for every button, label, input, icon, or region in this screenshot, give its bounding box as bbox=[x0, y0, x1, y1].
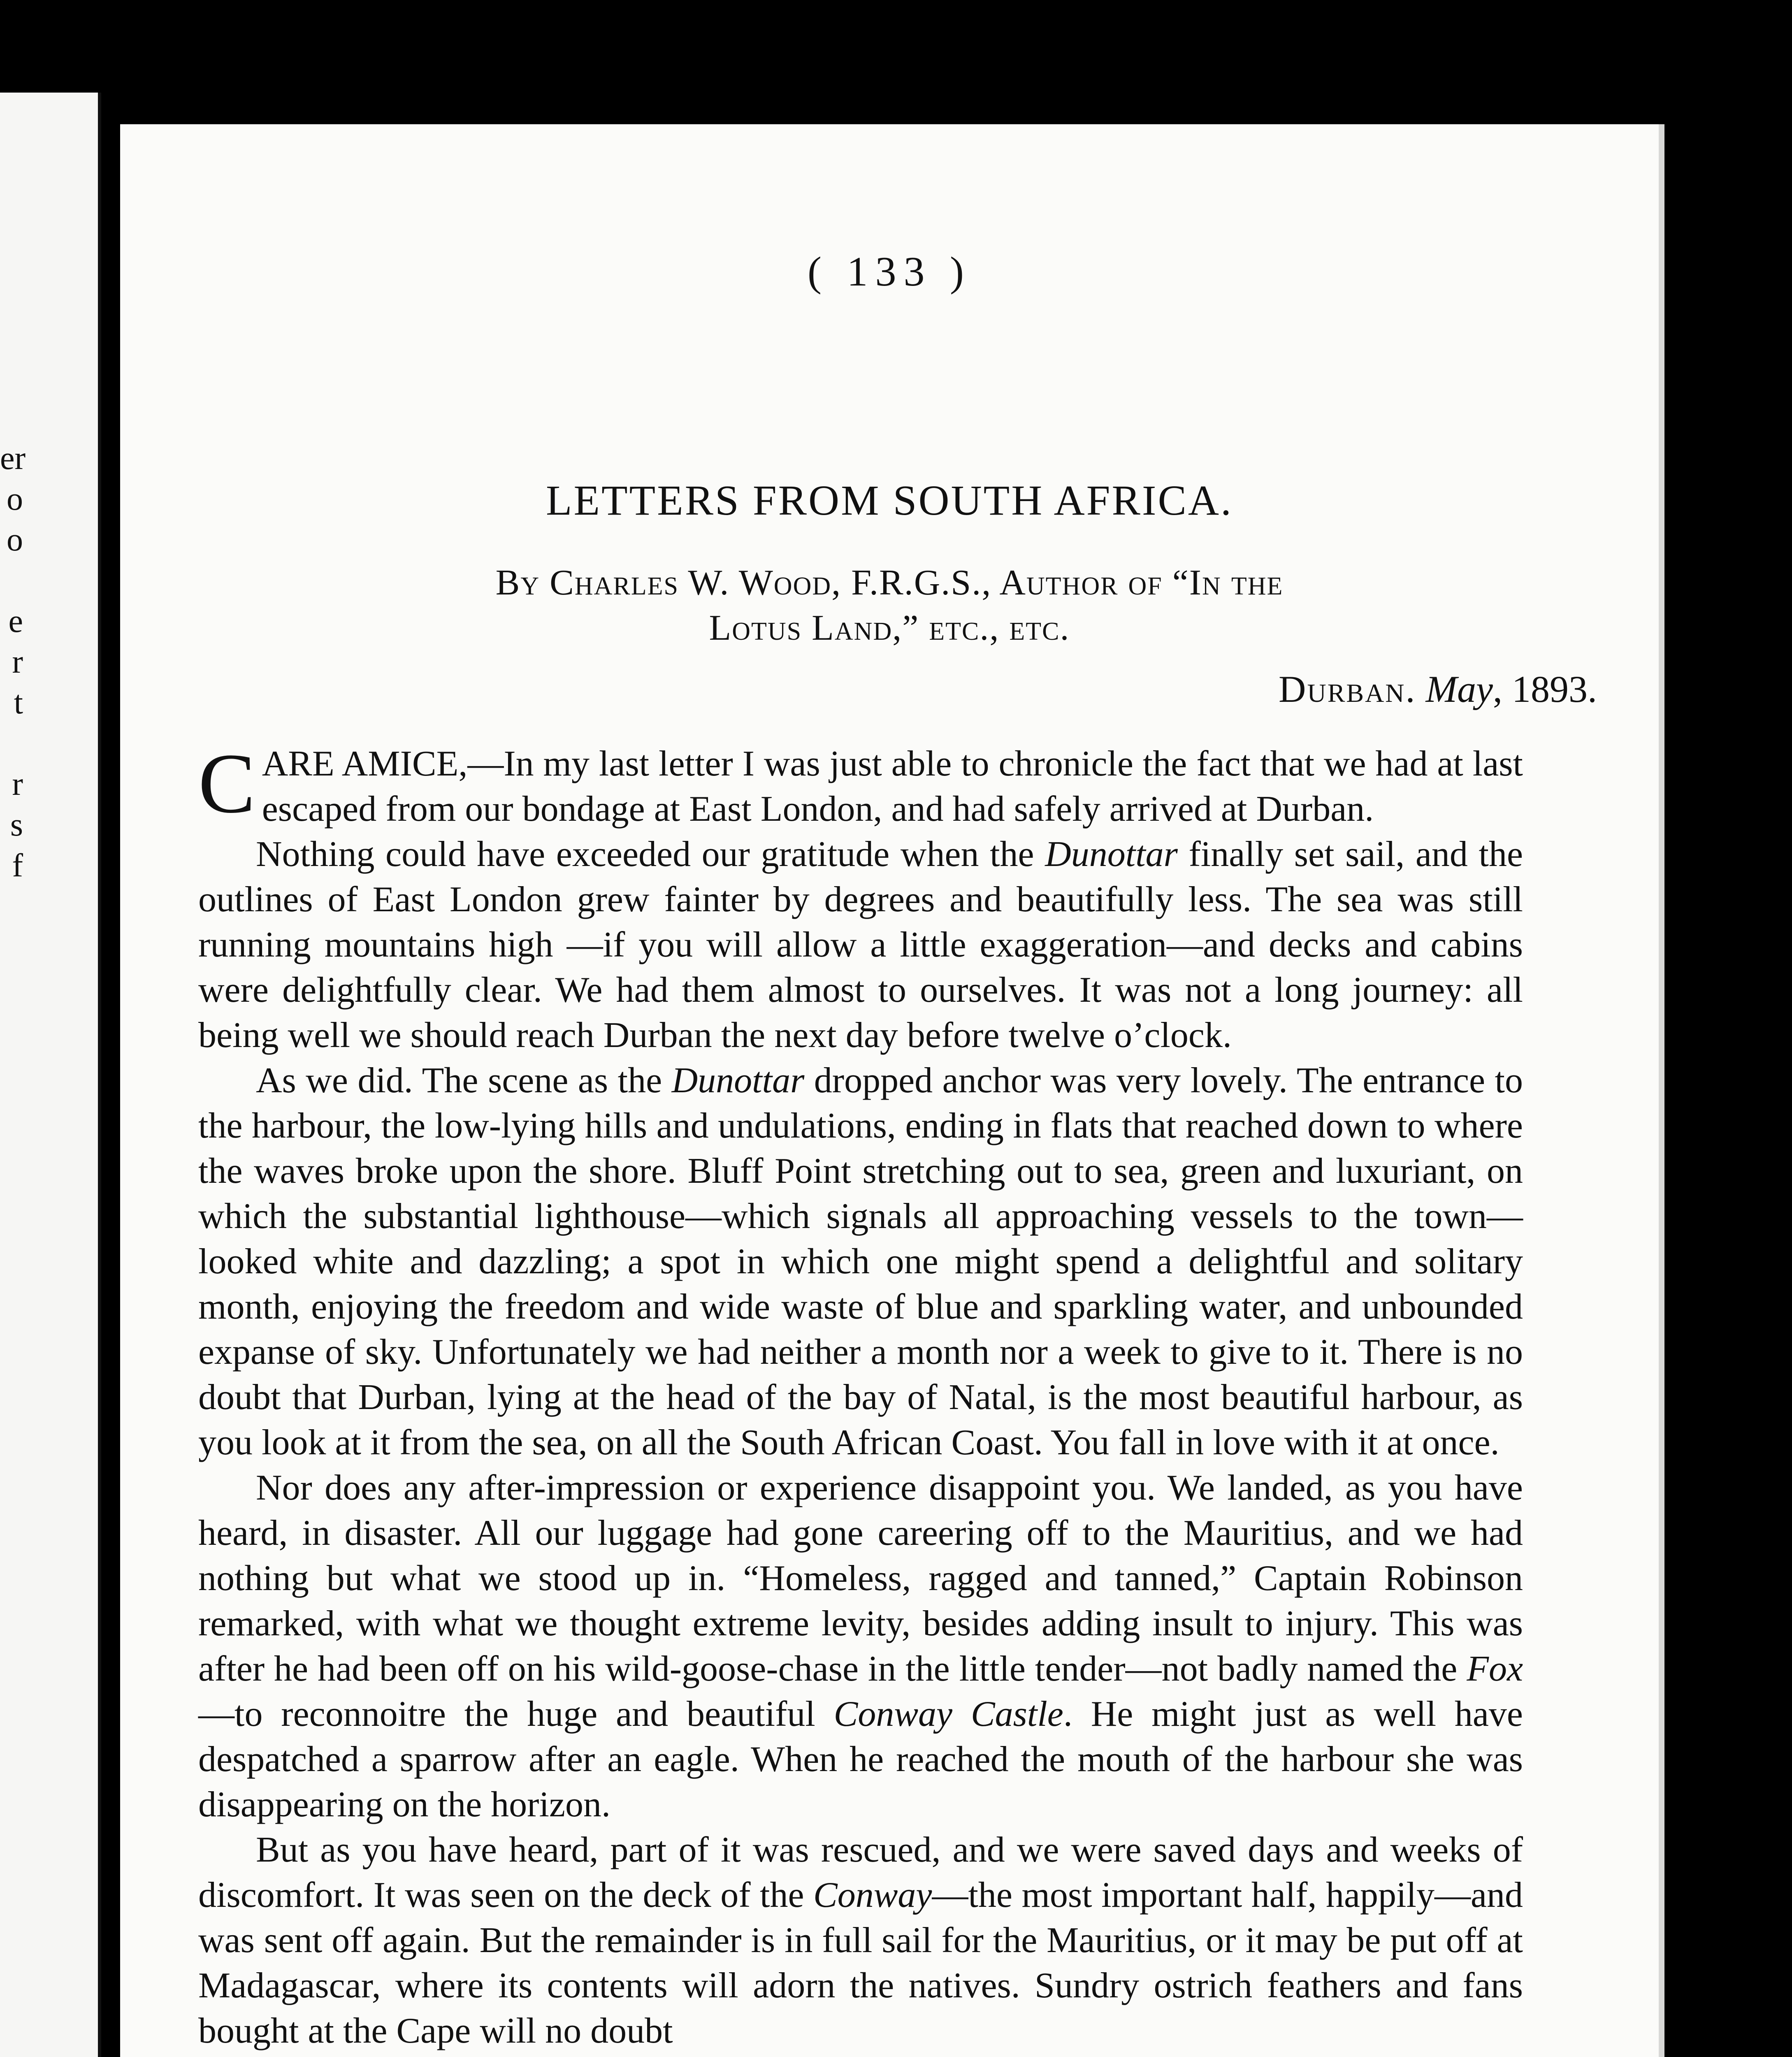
page-right-edge bbox=[1659, 124, 1664, 2057]
byline-line-1: By Charles W. Wood, F.R.G.S., Author of “In the bbox=[495, 563, 1284, 603]
paragraph-4: Nor does any after-impression or experience disappoint you. We landed, as you have heard, in disaster. All our luggage had gone careering off to the Mauritius, and we had nothing but what we stood up in. “Homeless, ragged and tanned,” Captain Robinson remarked, with what we thought extreme levity, besides adding insult to injury. This was after he had been off on his wild-goose-chase in the little tender—not badly named the Fox—to reconnoitre the huge and beautiful Conway Castle. He might just as well have despatched a sparrow after an eagle. When he reached the mouth of the harbour she was disappearing on the horizon. bbox=[198, 1468, 1523, 1825]
dateline-month: May bbox=[1425, 668, 1493, 710]
paragraph-2: Nothing could have exceeded our gratitude when the Dunottar finally set sail, and the outlines of East London grew fainter by degrees and beautifully less. The sea was still running mountains high —if you will allow a little exaggeration—and decks and cabins were delightfully clear. We had them almost to ourselves. It was not a long journey: all being well we should reach Durban the next day before twelve o’clock. bbox=[198, 834, 1523, 1055]
left-page-margin-text: er o o e r t r s f bbox=[0, 440, 26, 884]
byline bbox=[120, 560, 1659, 651]
left-page-edge bbox=[0, 93, 101, 2057]
dateline-place: Durban. bbox=[1279, 668, 1416, 710]
byline-line-2: Lotus Land,” etc., etc. bbox=[709, 608, 1070, 648]
ship-name: Conway Castle bbox=[833, 1694, 1063, 1734]
paragraph-1: CARE AMICE,—In my last letter I was just able to chronicle the fact that we had at last escaped from our bondage at East London, and had safely arrived at Durban. bbox=[198, 736, 1523, 831]
drop-cap: C bbox=[198, 736, 255, 831]
ship-name: Dunottar bbox=[1045, 834, 1178, 874]
ship-name: Conway bbox=[813, 1875, 932, 1915]
paragraph-5: But as you have heard, part of it was rescued, and we were saved days and weeks of discomfort. It was seen on the deck of the Conway—the most important half, happily—and was sent off again. But the remainder is in full sail for the Mauritius, or it may be put off at Madagascar, where its contents will adorn the natives. Sundry ostrich feathers and fans bought at the Cape will no doubt bbox=[198, 1830, 1523, 2051]
dateline-year: , 1893. bbox=[1493, 668, 1597, 710]
book-page bbox=[120, 124, 1659, 2057]
article-body bbox=[198, 736, 1523, 2054]
ship-name: Dunottar bbox=[671, 1061, 805, 1100]
article-title: LETTERS FROM SOUTH AFRICA. bbox=[546, 477, 1233, 524]
paragraph-3: As we did. The scene as the Dunottar dropped anchor was very lovely. The entrance to the harbour, the low-lying hills and undulations, ending in flats that reached down to where the waves broke upon the shore. Bluff Point stretching out to sea, green and luxuriant, on which the substantial lighthouse—which signals all approaching vessels to the town—looked white and dazzling; a spot in which one might spend a delightful and solitary month, enjoying the freedom and wide waste of blue and sparkling water, and unbounded expanse of sky. Unfortunately we had neither a month nor a week to give to it. There is no doubt that Durban, lying at the head of the bay of Natal, is the most beautiful harbour, as you look at it from the sea, on all the South African Coast. You fall in love with it at once. bbox=[198, 1061, 1523, 1463]
dateline bbox=[1279, 667, 1597, 711]
page-number: ( 133 ) bbox=[808, 248, 971, 295]
ship-name: Fox bbox=[1467, 1649, 1523, 1689]
